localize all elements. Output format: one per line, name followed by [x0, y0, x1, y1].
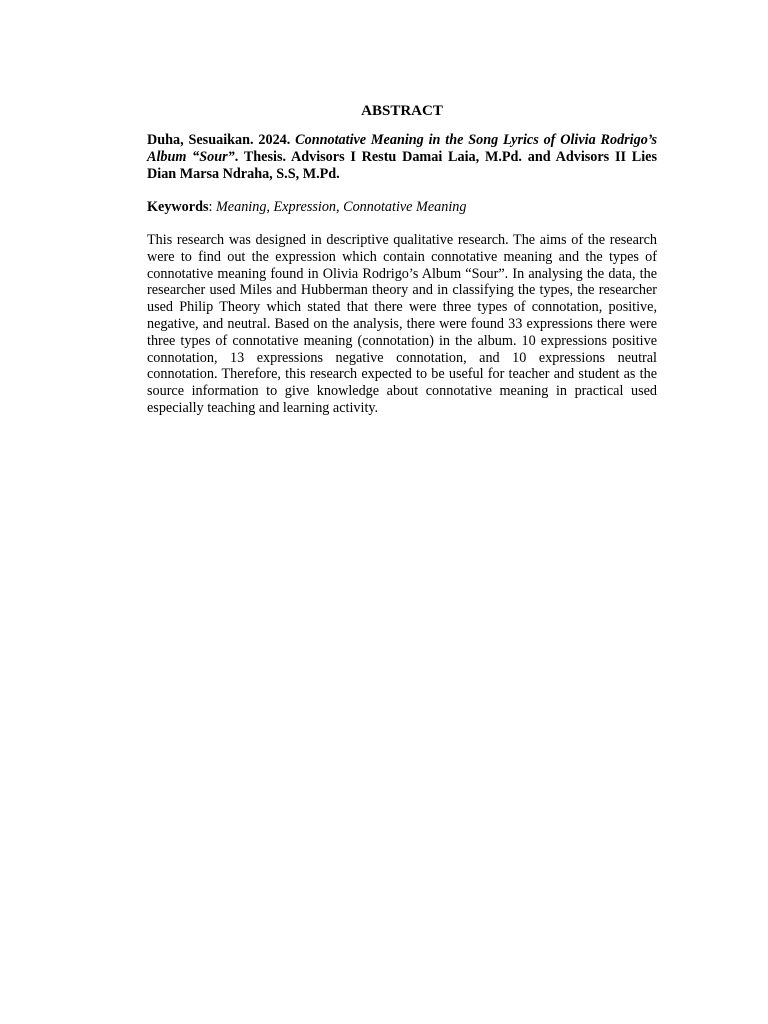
citation-details: . Thesis. Advisors I Restu Damai Laia, M.Pd. and Advisors II Lies Dian Marsa Ndraha, S.S, M.Pd. — [147, 149, 657, 182]
abstract-heading: ABSTRACT — [361, 103, 443, 119]
citation-title: Connotative Meaning in the Song Lyrics of Olivia Rodrigo’s Album “Sour” — [147, 132, 658, 165]
citation-author-year: Duha, Sesuaikan. 2024. — [147, 132, 296, 148]
keywords-label: Keywords — [147, 199, 209, 215]
keywords-values: Meaning, Expression, Connotative Meaning — [215, 199, 467, 215]
citation — [147, 132, 657, 183]
document-page — [147, 101, 657, 417]
keywords — [147, 199, 657, 216]
keywords-separator: : — [208, 199, 216, 215]
abstract-body: This research was designed in descriptive qualitative research. The aims of the research were to find out the expression which contain connotative meaning and the types of connotative meaning found in Olivia Rodrigo’s Album “Sour”. In analysing the data, the researcher used Miles and Hubberman theory and in classifying the types, the researcher used Philip Theory which stated that there were three types of connotation, positive, negative, and neutral. Based on the analysis, there were found 33 expressions there were three types of connotative meaning (connotation) in the album. 10 expressions positive connotation, 13 expressions negative connotation, and 10 expressions neutral connotation. Therefore, this research expected to be useful for teacher and student as the source information to give knowledge about connotative meaning in practical used especially teaching and learning activity. — [147, 232, 657, 416]
